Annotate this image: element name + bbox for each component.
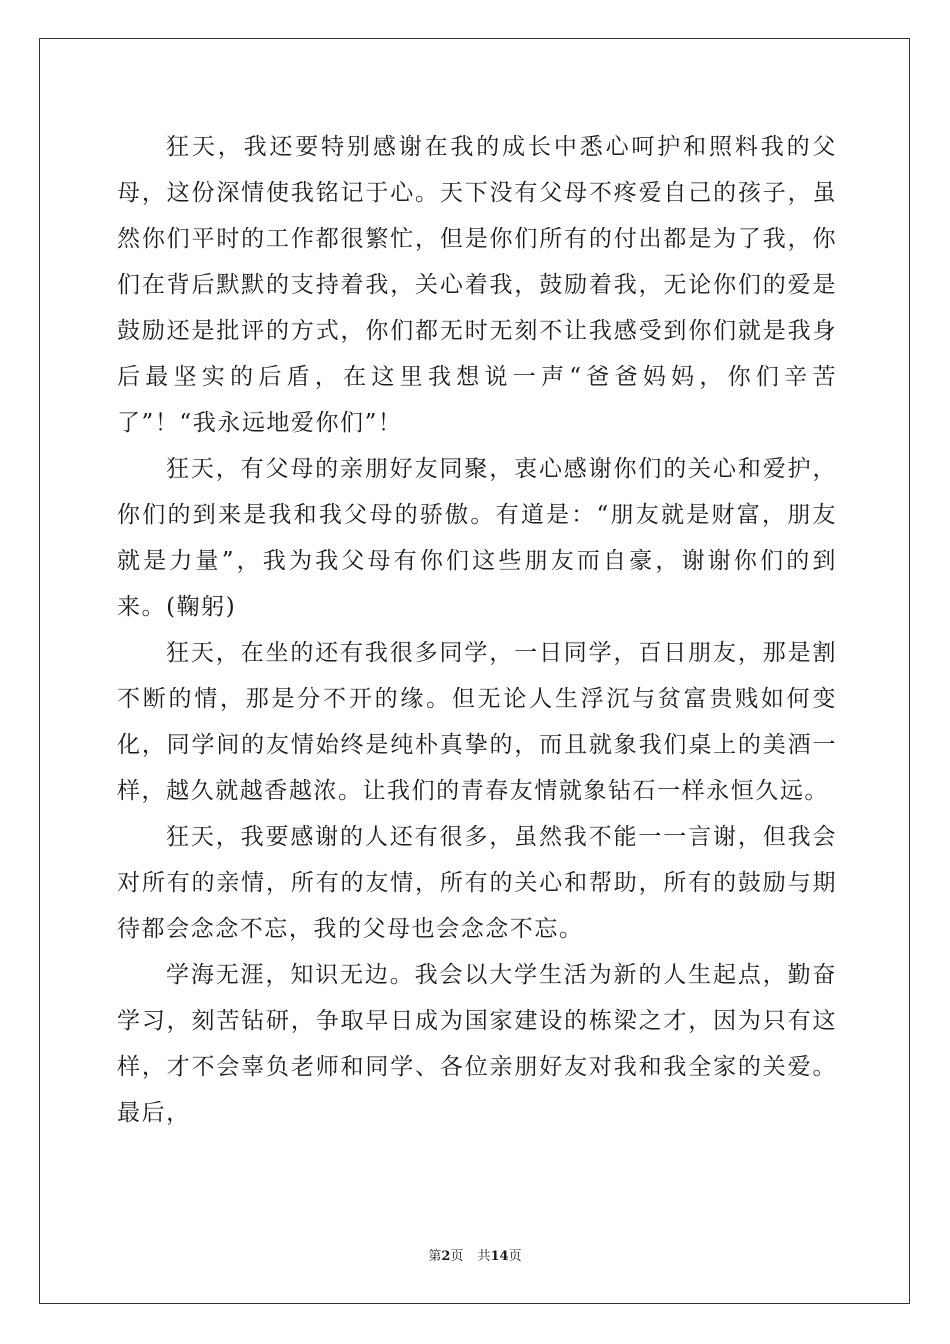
paragraph: 狂天，在坐的还有我很多同学，一日同学，百日朋友，那是割不断的情，那是分不开的缘。但无论人生浮沉与贫富贵贱如何变化，同学间的友情始终是纯朴真挚的，而且就象我们桌上的美酒一样，越久就越香越浓。让我们的青春友情就象钻石一样永恒久远。: [117, 640, 837, 804]
page-footer: [0, 1245, 950, 1264]
total-suffix: 页: [508, 1249, 522, 1264]
total-prefix: 共: [477, 1249, 491, 1264]
paragraph: 狂天，有父母的亲朋好友同聚，衷心感谢你们的关心和爱护，你们的到来是我和我父母的骄傲。有道是：“朋友就是财富，朋友就是力量”，我为我父母有你们这些朋友而自豪，谢谢你们的到来。(鞠躬): [117, 456, 837, 620]
paragraph: 狂天，我要感谢的人还有很多，虽然我不能一一言谢，但我会对所有的亲情，所有的友情，所有的关心和帮助，所有的鼓励与期待都会念念不忘，我的父母也会念念不忘。: [117, 824, 837, 942]
paragraph: 狂天，我还要特别感谢在我的成长中悉心呵护和照料我的父母，这份深情使我铭记于心。天下没有父母不疼爱自己的孩子，虽然你们平时的工作都很繁忙，但是你们所有的付出都是为了我，你们在背后默默的支持着我，关心着我，鼓励着我，无论你们的爱是鼓励还是批评的方式，你们都无时无刻不让我感受到你们就是我身后最坚实的后盾，在这里我想说一声“爸爸妈妈，你们辛苦了”！“我永远地爱你们”！: [117, 134, 837, 436]
paragraph: 学海无涯，知识无边。我会以大学生活为新的人生起点，勤奋学习，刻苦钻研，争取早日成为国家建设的栋梁之才，因为只有这样，才不会辜负老师和同学、各位亲朋好友对我和我全家的关爱。最后，: [117, 962, 837, 1126]
page-number: 2: [441, 1249, 451, 1264]
document-body: [117, 124, 837, 1136]
page-prefix: 第: [428, 1249, 442, 1264]
page-suffix: 页: [450, 1249, 464, 1264]
total-pages: 14: [490, 1249, 509, 1264]
